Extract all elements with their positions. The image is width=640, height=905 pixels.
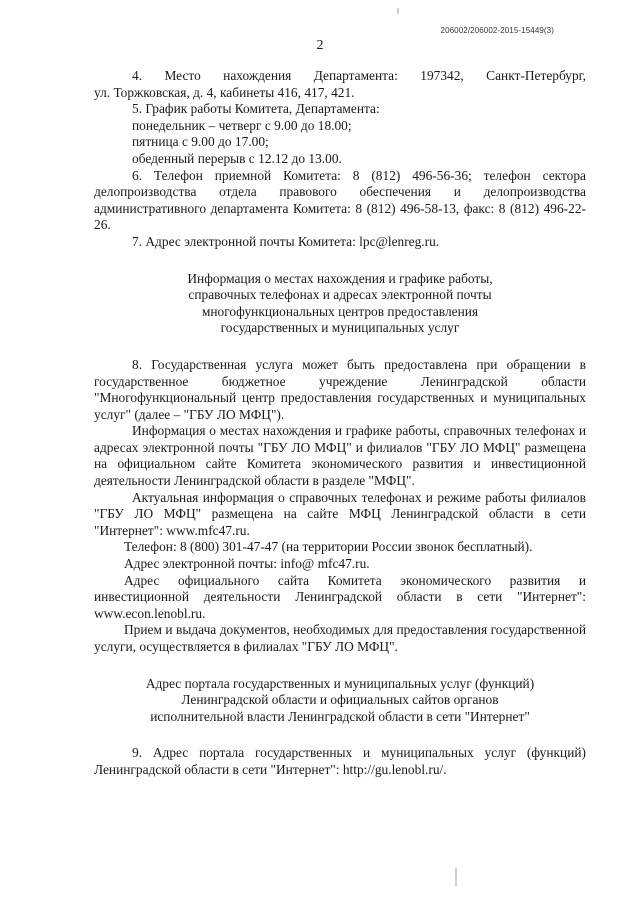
committee-site-paragraph: Адрес официального сайта Комитета экономического развития и инвестиционной деятельности Ленинградской области в сети "Интернет": www.econ.lenobl.ru. — [94, 572, 586, 621]
mfc-info-paragraph: Информация о местах нахождения и графике работы, справочных телефонах и адресах электронной почты "ГБУ ЛО МФЦ" и филиалов "ГБУ ЛО МФЦ" размещена на официальном сайте Комитета экономического развития и инвестиционной деятельности Ленинградской области в разделе "МФЦ". — [94, 423, 586, 489]
item-5-schedule-friday: пятница с 9.00 до 17.00; — [132, 134, 269, 150]
item-5-title: 5. График работы Комитета, Департамента: — [132, 101, 380, 117]
item-8: 8. Государственная услуга может быть предоставлена при обращении в государственное бюджетное учреждение Ленинградской области "Многофункциональный центр предоставления государственных и муниципальных услуг" (далее – "ГБУ ЛО МФЦ"). — [94, 356, 586, 422]
scan-artifact-bottom — [455, 868, 457, 886]
item-7-email: 7. Адрес электронной почты Комитета: lpc@lenreg.ru. — [132, 233, 440, 249]
scan-artifact — [397, 8, 399, 14]
item-5-schedule-weekdays: понедельник – четверг с 9.00 до 18.00; — [132, 117, 352, 133]
heading-mfc-line-3: многофункциональных центров предоставления — [201, 303, 479, 319]
heading-mfc-line-4: государственных и муниципальных услуг — [220, 320, 460, 336]
heading-mfc-info — [94, 271, 586, 337]
item-5-schedule-lunch: обеденный перерыв с 12.12 до 13.00. — [132, 150, 342, 166]
heading-mfc-line-1: Информация о местах нахождения и графике работы, — [187, 270, 493, 286]
heading-portal-line-2: Ленинградской области и официальных сайтов органов — [181, 692, 499, 708]
heading-portal-address — [94, 676, 586, 726]
page-number: 2 — [316, 38, 324, 53]
item-4-line-2: ул. Торжковская, д. 4, кабинеты 416, 417, 421. — [94, 84, 355, 100]
heading-portal-line-3: исполнительной власти Ленинградской области в сети "Интернет" — [150, 708, 530, 724]
mfc-actual-info-paragraph: Актуальная информация о справочных телефонах и режиме работы филиалов "ГБУ ЛО МФЦ" размещена на сайте МФЦ Ленинградской области в сети "Интернет": www.mfc47.ru. — [94, 489, 586, 538]
document-number: 206002/206002-2015-15449(3) — [440, 26, 554, 35]
document-body — [94, 68, 586, 779]
heading-mfc-line-2: справочных телефонах и адресах электронной почты — [188, 287, 492, 303]
mfc-email: Адрес электронной почты: info@ mfc47.ru. — [124, 556, 370, 572]
mfc-phone: Телефон: 8 (800) 301-47-47 (на территории России звонок бесплатный). — [124, 539, 533, 555]
item-4-line-1: 4. Место нахождения Департамента: 197342, Санкт-Петербург, — [132, 68, 586, 83]
heading-portal-line-1: Адрес портала государственных и муниципальных услуг (функций) — [145, 675, 535, 691]
documents-paragraph: Прием и выдача документов, необходимых для предоставления государственной услуги, осуществляется в филиалах "ГБУ ЛО МФЦ". — [94, 622, 586, 654]
item-9-portal: 9. Адрес портала государственных и муниципальных услуг (функций) Ленинградской области в сети "Интернет": http://gu.lenobl.ru/. — [94, 745, 586, 777]
item-6-phones: 6. Телефон приемной Комитета: 8 (812) 496-56-36; телефон сектора делопроизводства отдела правового обеспечения и делопроизводства административного департамента Комитета: 8 (812) 496-58-13, факс: 8 (812) 496-22-26. — [94, 167, 586, 233]
